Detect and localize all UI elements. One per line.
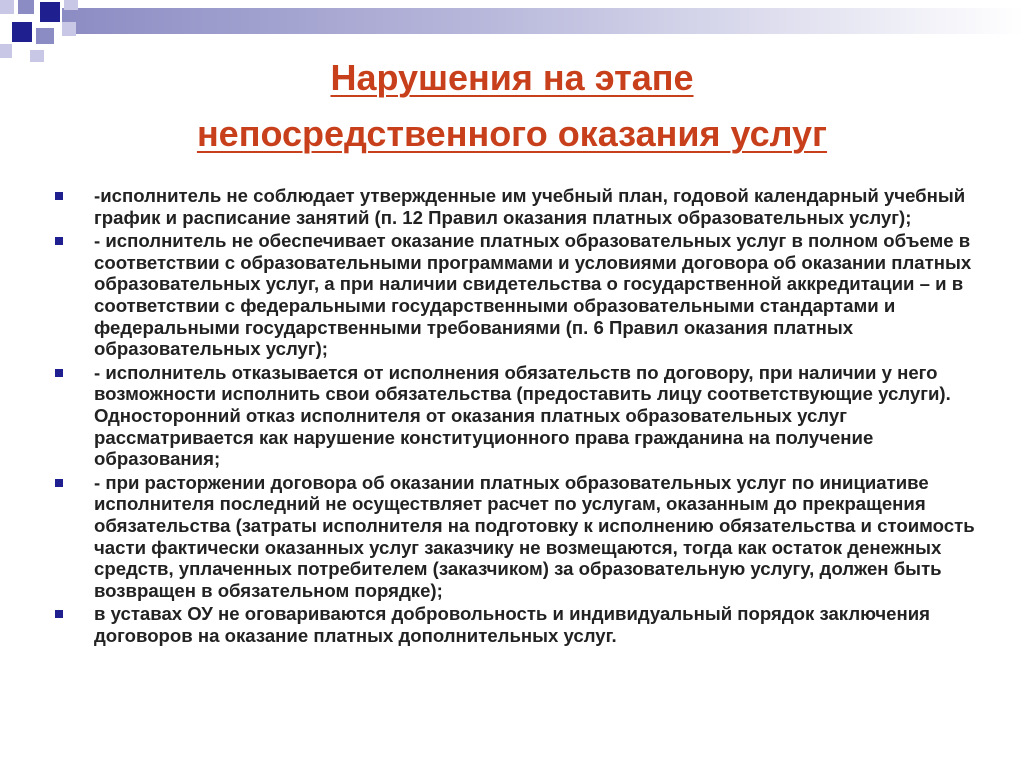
decor-square-3 bbox=[40, 2, 60, 22]
square-bullet-icon bbox=[55, 237, 63, 245]
title-line-1: Нарушения на этапе bbox=[330, 57, 694, 98]
header-gradient-band bbox=[62, 8, 1024, 34]
bullet-item bbox=[50, 230, 990, 360]
decor-square-5 bbox=[12, 22, 32, 42]
square-bullet-icon bbox=[55, 192, 63, 200]
bullet-text: - исполнитель не обеспечивает оказание платных образовательных услуг в полном объеме в соответствии с образовательными программами и условиями договора об оказании платных образовательных услуг, а при наличии свидетельства о государственной аккредитации – и в соответствии с федеральными государственными образовательными стандартами и федеральными государственными требованиями (п. 6 Правил оказания платных образовательных услуг); bbox=[94, 230, 972, 360]
bullet-item bbox=[50, 362, 990, 470]
square-bullet-icon bbox=[55, 479, 63, 487]
decor-square-2 bbox=[18, 0, 34, 14]
bullet-text: в уставах ОУ не оговариваются добровольность и индивидуальный порядок заключения договоров на оказание платных дополнительных услуг. bbox=[94, 603, 930, 646]
bullet-text: -исполнитель не соблюдает утвержденные им учебный план, годовой календарный учебный график и расписание занятий (п. 12 Правил оказания платных образовательных услуг); bbox=[94, 185, 966, 228]
decor-square-1 bbox=[0, 0, 14, 14]
bullet-item bbox=[50, 185, 990, 228]
slide-title bbox=[0, 50, 1024, 162]
bullet-item bbox=[50, 603, 990, 646]
decor-square-6 bbox=[36, 28, 54, 44]
square-bullet-icon bbox=[55, 610, 63, 618]
decor-square-4 bbox=[64, 0, 78, 10]
bullet-item bbox=[50, 472, 990, 602]
bullet-text: - при расторжении договора об оказании платных образовательных услуг по инициативе исполнителя последний не осуществляет расчет по услугам, оказанным до прекращения обязательства (затраты исполнителя на подготовку к исполнению обязательства и стоимость части фактически оказанных услуг заказчику не возмещаются, тогда как остаток денежных средств, уплаченных потребителем (заказчиком) за образовательную услугу, должен быть возвращен в обязательном порядке); bbox=[94, 471, 975, 601]
bullet-list bbox=[50, 185, 990, 648]
decor-square-7 bbox=[62, 22, 76, 36]
square-bullet-icon bbox=[55, 369, 63, 377]
bullet-text: - исполнитель отказывается от исполнения обязательств по договору, при наличии у него возможности исполнить свои обязательства (предоставить лицу соответствующие услуги). Односторонний отказ исполнителя от оказания платных образовательных услуг рассматривается как нарушение конституционного права гражданина на получение образования; bbox=[94, 361, 951, 470]
title-line-2: непосредственного оказания услуг bbox=[196, 113, 828, 154]
